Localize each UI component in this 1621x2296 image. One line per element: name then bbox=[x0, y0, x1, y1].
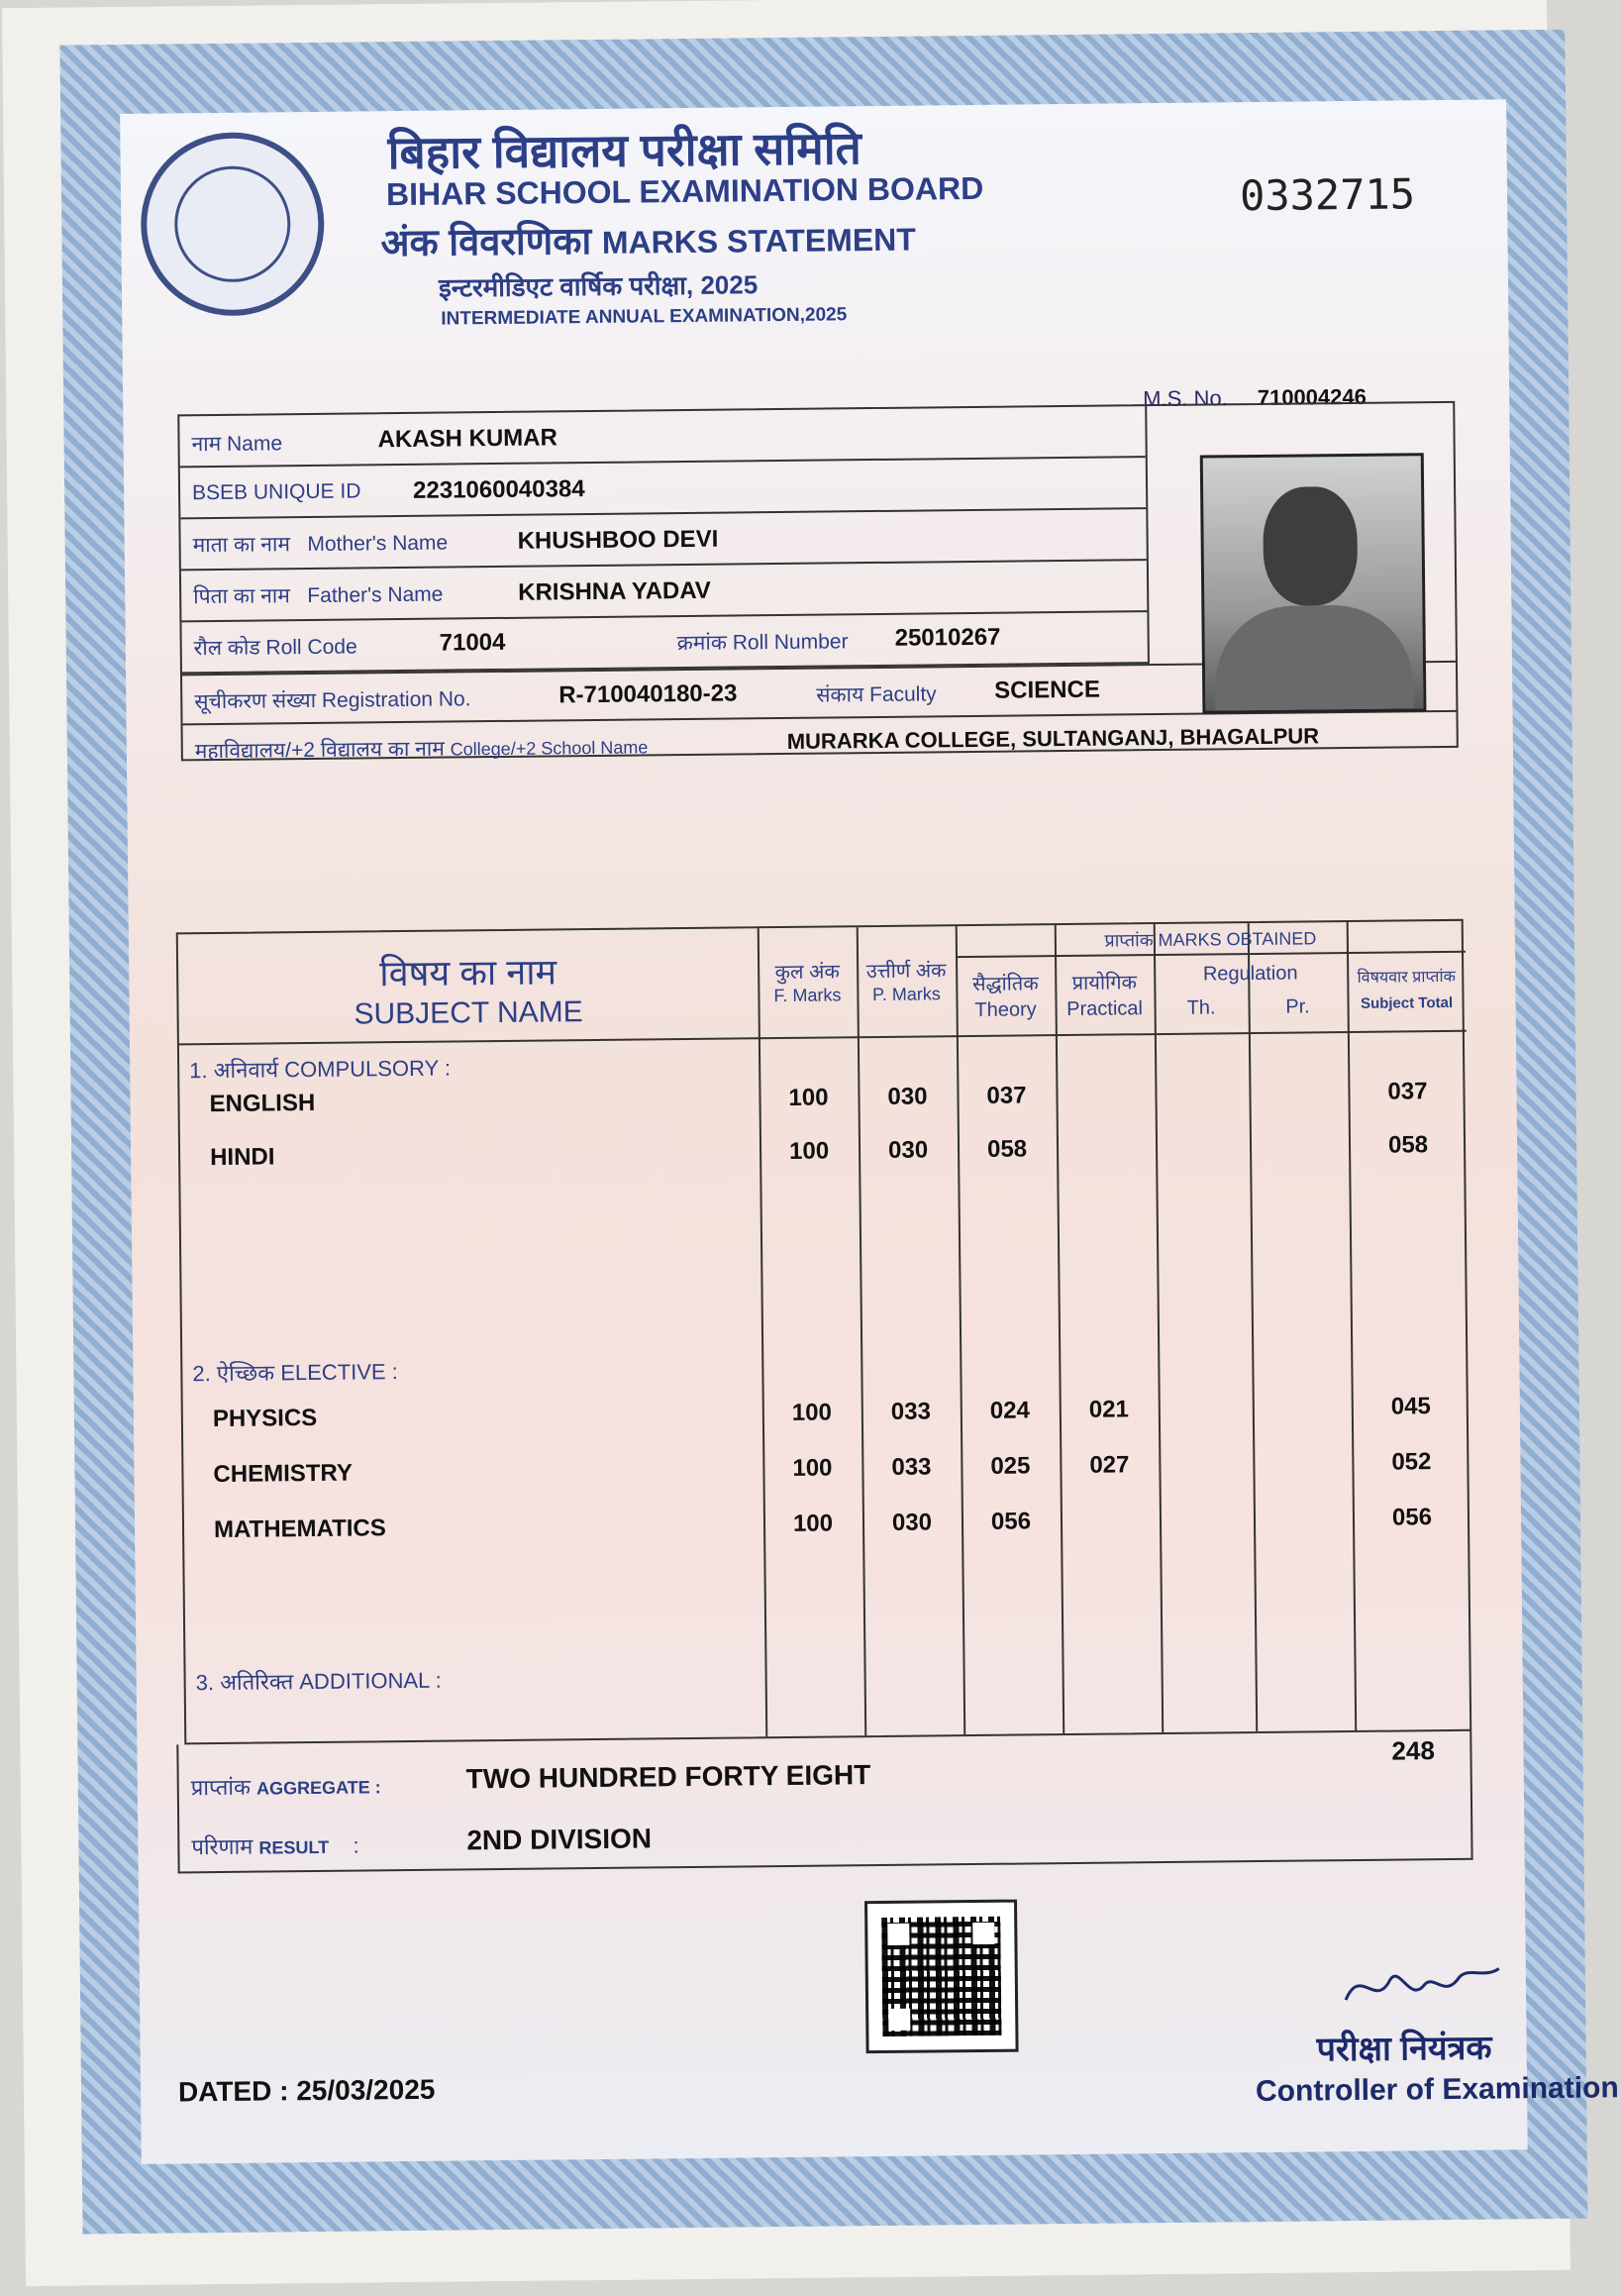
ms-number-field: M.S. No. 710004246 bbox=[1143, 383, 1368, 412]
regulation-theory-header: Th. bbox=[1186, 996, 1216, 1019]
name-row: नाम Name AKASH KUMAR bbox=[179, 406, 1145, 468]
full-marks: 100 bbox=[788, 1084, 829, 1111]
elective-section: 2. ऐच्छिक ELECTIVE : bbox=[192, 1359, 398, 1387]
practical-marks: 027 bbox=[1089, 1451, 1130, 1479]
subject-total: 058 bbox=[1387, 1131, 1429, 1159]
mother-row: माता का नाम Mother's Name KHUSHBOO DEVI bbox=[180, 509, 1146, 571]
subject-total: 045 bbox=[1390, 1393, 1431, 1420]
unique-id: 2231060040384 bbox=[412, 475, 585, 504]
theory-header: Theory bbox=[974, 998, 1037, 1021]
subject-name: PHYSICS bbox=[212, 1404, 318, 1433]
unique-id-row: BSEB UNIQUE ID 2231060040384 bbox=[180, 458, 1146, 519]
practical-header: Practical bbox=[1066, 997, 1144, 1020]
total-header: Subject Total bbox=[1360, 993, 1454, 1012]
practical-header-hindi: प्रायोगिक bbox=[1071, 972, 1137, 994]
pass-marks: 033 bbox=[890, 1398, 931, 1425]
pass-marks: 030 bbox=[887, 1083, 928, 1110]
practical-marks bbox=[1066, 1134, 1146, 1135]
practical-marks bbox=[1070, 1507, 1150, 1508]
aggregate-total: 248 bbox=[1391, 1735, 1435, 1766]
practical-marks: 021 bbox=[1088, 1396, 1129, 1423]
serial-number: 0332715 bbox=[1239, 169, 1416, 221]
college-row: महाविद्यालय/+2 विद्यालय का नाम College/+2 School Name MURARKA COLLEGE, SULTANGANJ, BHAGALPUR bbox=[194, 723, 1320, 764]
subject-total: 052 bbox=[1391, 1448, 1432, 1476]
total-header-hindi: विषयवार प्राप्तांक bbox=[1357, 968, 1457, 987]
exam-title-english: INTERMEDIATE ANNUAL EXAMINATION,2025 bbox=[441, 304, 848, 330]
theory-marks: 024 bbox=[989, 1397, 1030, 1424]
issue-date: DATED : 25/03/2025 bbox=[177, 2073, 436, 2108]
faculty: SCIENCE bbox=[994, 676, 1101, 704]
pass-marks: 033 bbox=[891, 1453, 932, 1481]
mother-name: KHUSHBOO DEVI bbox=[517, 525, 719, 555]
aggregate-box: प्राप्तांक AGGREGATE : TWO HUNDRED FORTY EIGHT 248 परिणाम RESULT : 2ND DIVISION bbox=[176, 1731, 1472, 1874]
qr-code-icon bbox=[864, 1900, 1019, 2054]
roll-code: 71004 bbox=[439, 628, 506, 657]
regulation-header: Regulation bbox=[1202, 962, 1298, 986]
result: 2ND DIVISION bbox=[466, 1823, 653, 1856]
table-row bbox=[180, 1131, 1468, 1185]
full-marks: 100 bbox=[791, 1399, 832, 1426]
subject-name: HINDI bbox=[209, 1143, 275, 1172]
full-marks-header-hindi: कुल अंक bbox=[774, 961, 840, 985]
aggregate-words: TWO HUNDRED FORTY EIGHT bbox=[465, 1759, 871, 1795]
father-name: KRISHNA YADAV bbox=[518, 576, 712, 606]
subject-name: ENGLISH bbox=[209, 1089, 316, 1118]
roll-number: 25010267 bbox=[894, 623, 1001, 652]
marks-table bbox=[176, 919, 1472, 1745]
table-row bbox=[183, 1448, 1470, 1502]
board-title-english: BIHAR SCHOOL EXAMINATION BOARD bbox=[385, 169, 984, 213]
theory-header-hindi: सैद्धांतिक bbox=[971, 973, 1039, 995]
table-row bbox=[179, 1078, 1467, 1131]
regulation-practical-header: Pr. bbox=[1285, 995, 1310, 1018]
full-marks: 100 bbox=[792, 1454, 833, 1482]
pass-marks-header: P. Marks bbox=[871, 984, 941, 1005]
marks-obtained-header: प्राप्तांक MARKS OBTAINED bbox=[1104, 928, 1317, 951]
pass-marks: 030 bbox=[887, 1136, 929, 1164]
college-name: MURARKA COLLEGE, SULTANGANJ, BHAGALPUR bbox=[786, 723, 1320, 754]
student-name: AKASH KUMAR bbox=[377, 424, 557, 454]
theory-marks: 058 bbox=[986, 1135, 1028, 1163]
roll-row: रौल कोड Roll Code 71004 क्रमांक Roll Number 25010267 bbox=[181, 612, 1147, 674]
table-row bbox=[184, 1504, 1471, 1557]
student-photo bbox=[1200, 453, 1427, 713]
table-row bbox=[183, 1393, 1470, 1446]
statement-title: अंक विवरणिका MARKS STATEMENT bbox=[380, 221, 917, 265]
father-row: पिता का नाम Father's Name KRISHNA YADAV bbox=[181, 561, 1147, 622]
subject-total: 056 bbox=[1391, 1504, 1433, 1531]
pass-marks-header-hindi: उत्तीर्ण अंक bbox=[865, 960, 947, 984]
full-marks: 100 bbox=[792, 1510, 834, 1537]
additional-section: 3. अतिरिक्त ADDITIONAL : bbox=[195, 1667, 442, 1696]
controller-title-english: Controller of Examination bbox=[1255, 2071, 1619, 2109]
exam-title-hindi: इन्टरमीडिएट वार्षिक परीक्षा, 2025 bbox=[438, 269, 759, 303]
subject-name: CHEMISTRY bbox=[213, 1459, 354, 1489]
controller-title-hindi: परीक्षा नियंत्रक bbox=[1316, 2029, 1492, 2069]
registration-row: सूचीकरण संख्या Registration No. R-710040180-23 संकाय Faculty SCIENCE bbox=[182, 661, 1456, 725]
practical-marks bbox=[1065, 1081, 1145, 1082]
subject-name: MATHEMATICS bbox=[213, 1514, 386, 1544]
student-info-table bbox=[177, 401, 1459, 764]
registration-no: R-710040180-23 bbox=[558, 679, 738, 709]
full-marks-header: F. Marks bbox=[773, 985, 842, 1006]
subject-total: 037 bbox=[1387, 1078, 1428, 1105]
theory-marks: 037 bbox=[986, 1082, 1027, 1109]
pass-marks: 030 bbox=[891, 1509, 933, 1536]
board-title-hindi: बिहार विद्यालय परीक्षा समिति bbox=[387, 122, 862, 179]
subject-header-hindi: विषय का नाम bbox=[379, 951, 557, 994]
subject-header-english: SUBJECT NAME bbox=[354, 995, 583, 1031]
controller-signature-icon bbox=[1336, 1948, 1505, 2020]
theory-marks: 056 bbox=[990, 1508, 1032, 1535]
compulsory-section: 1. अनिवार्य COMPULSORY : bbox=[189, 1055, 452, 1084]
theory-marks: 025 bbox=[990, 1452, 1031, 1480]
full-marks: 100 bbox=[788, 1137, 830, 1165]
